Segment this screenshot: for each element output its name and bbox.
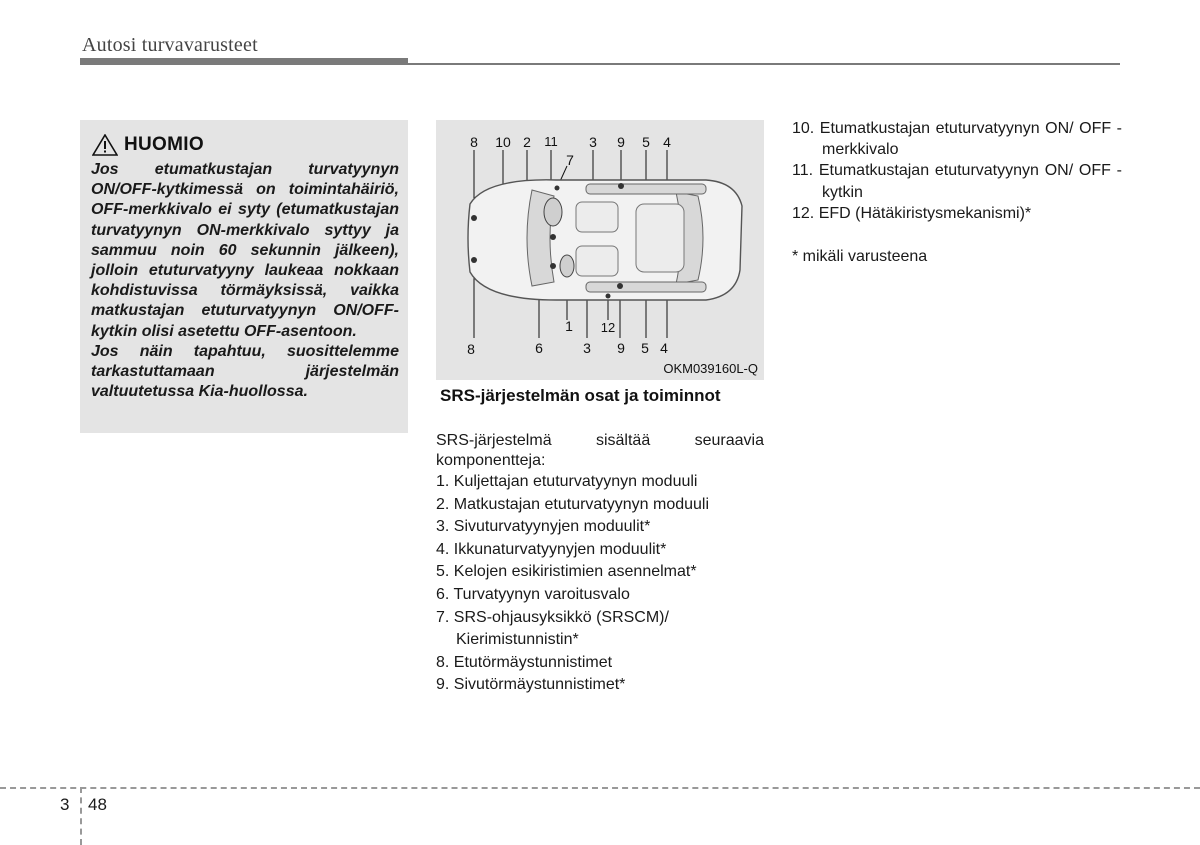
footer-divider-vertical bbox=[80, 787, 82, 845]
callout-8-bottom: 8 bbox=[467, 341, 475, 357]
callout-7: 7 bbox=[566, 152, 574, 168]
header-rule-thin bbox=[408, 63, 1120, 65]
caution-paragraph: Jos etumatkustajan turvatyynyn ON/OFF-kytkimessä on toimintahäiriö, OFF-merkkivalo ei syty (etumatkustajan turvatyynyn ON-merkkivalo syttyy ja sammuu noin 60 sekunnin jälkeen), jolloin etuturvatyyny laukeaa nokkaan kohdistuvissa törmäyksissä, vaikka matkustajan etuturvatyynyn ON/OFF-kytkin olisi asetettu OFF-asentoon. bbox=[91, 161, 399, 340]
list-item: 8. Etutörmäystunnistimet bbox=[436, 653, 613, 671]
srs-diagram bbox=[436, 120, 764, 380]
list-item: 4. Ikkunaturvatyynyjen moduulit* bbox=[436, 540, 667, 558]
list-item: 1. Kuljettajan etuturvatyynyn moduuli bbox=[436, 473, 698, 490]
list-item: 11. Etumatkustajan etuturvatyynyn ON/ OFF -kytkin bbox=[792, 162, 1122, 201]
callout-9-top: 9 bbox=[617, 134, 625, 150]
callout-5-top: 5 bbox=[642, 134, 650, 150]
caution-box bbox=[80, 120, 408, 433]
header-rule bbox=[80, 58, 408, 65]
list-item: 9. Sivutörmäystunnistimet* bbox=[436, 676, 626, 694]
callout-9-bottom: 9 bbox=[617, 340, 625, 356]
component-list bbox=[436, 471, 766, 697]
callout-3-bottom: 3 bbox=[583, 340, 591, 356]
component-list-continued bbox=[792, 118, 1122, 224]
callout-6: 6 bbox=[535, 340, 543, 356]
callout-1: 1 bbox=[565, 318, 573, 334]
footnote: * mikäli varusteena bbox=[792, 248, 928, 265]
car-top-view-illustration bbox=[436, 120, 764, 380]
section-number: 3 bbox=[60, 795, 70, 814]
caution-title: HUOMIO bbox=[124, 134, 204, 155]
list-item: 2. Matkustajan etuturvatyynyn moduuli bbox=[436, 495, 710, 513]
list-item: 6. Turvatyynyn varoitusvalo bbox=[436, 585, 630, 603]
caution-header bbox=[92, 134, 204, 156]
warning-triangle-icon bbox=[92, 134, 118, 156]
callout-8-top: 8 bbox=[470, 134, 478, 150]
list-item: 12. EFD (Hätäkiristysmekanismi)* bbox=[792, 204, 1032, 222]
callout-2: 2 bbox=[523, 134, 531, 150]
callout-11: 11 bbox=[544, 134, 558, 149]
list-item: 3. Sivuturvatyynyjen moduulit* bbox=[436, 518, 651, 536]
callout-5-bottom: 5 bbox=[641, 340, 649, 356]
callout-3-top: 3 bbox=[589, 134, 597, 150]
list-item: 5. Kelojen esikiristimien asennelmat* bbox=[436, 563, 697, 581]
page-header-title: Autosi turvavarusteet bbox=[82, 34, 258, 56]
list-item: 10. Etumatkustajan etuturvatyynyn ON/ OFF -merkkivalo bbox=[792, 120, 1122, 159]
caution-text bbox=[91, 160, 399, 402]
section-heading: SRS-järjestelmän osat ja toiminnot bbox=[440, 386, 721, 405]
callout-4-top: 4 bbox=[663, 134, 671, 150]
caution-paragraph: Jos näin tapahtuu, suosittelemme tarkastuttamaan järjestelmän valtuutetussa Kia-huollossa. bbox=[91, 342, 399, 401]
callout-10: 10 bbox=[495, 134, 511, 150]
footer-divider bbox=[0, 787, 1200, 789]
list-item: 7. SRS-ohjausyksikkö (SRSCM)/ Kierimistunnistin* bbox=[436, 608, 669, 649]
callout-4-bottom: 4 bbox=[660, 340, 668, 356]
figure-code: OKM039160L-Q bbox=[663, 361, 758, 376]
page-number: 48 bbox=[88, 795, 107, 814]
section-intro: SRS-järjestelmä sisältää seuraavia komponentteja: bbox=[436, 432, 764, 469]
callout-12: 12 bbox=[600, 320, 616, 335]
